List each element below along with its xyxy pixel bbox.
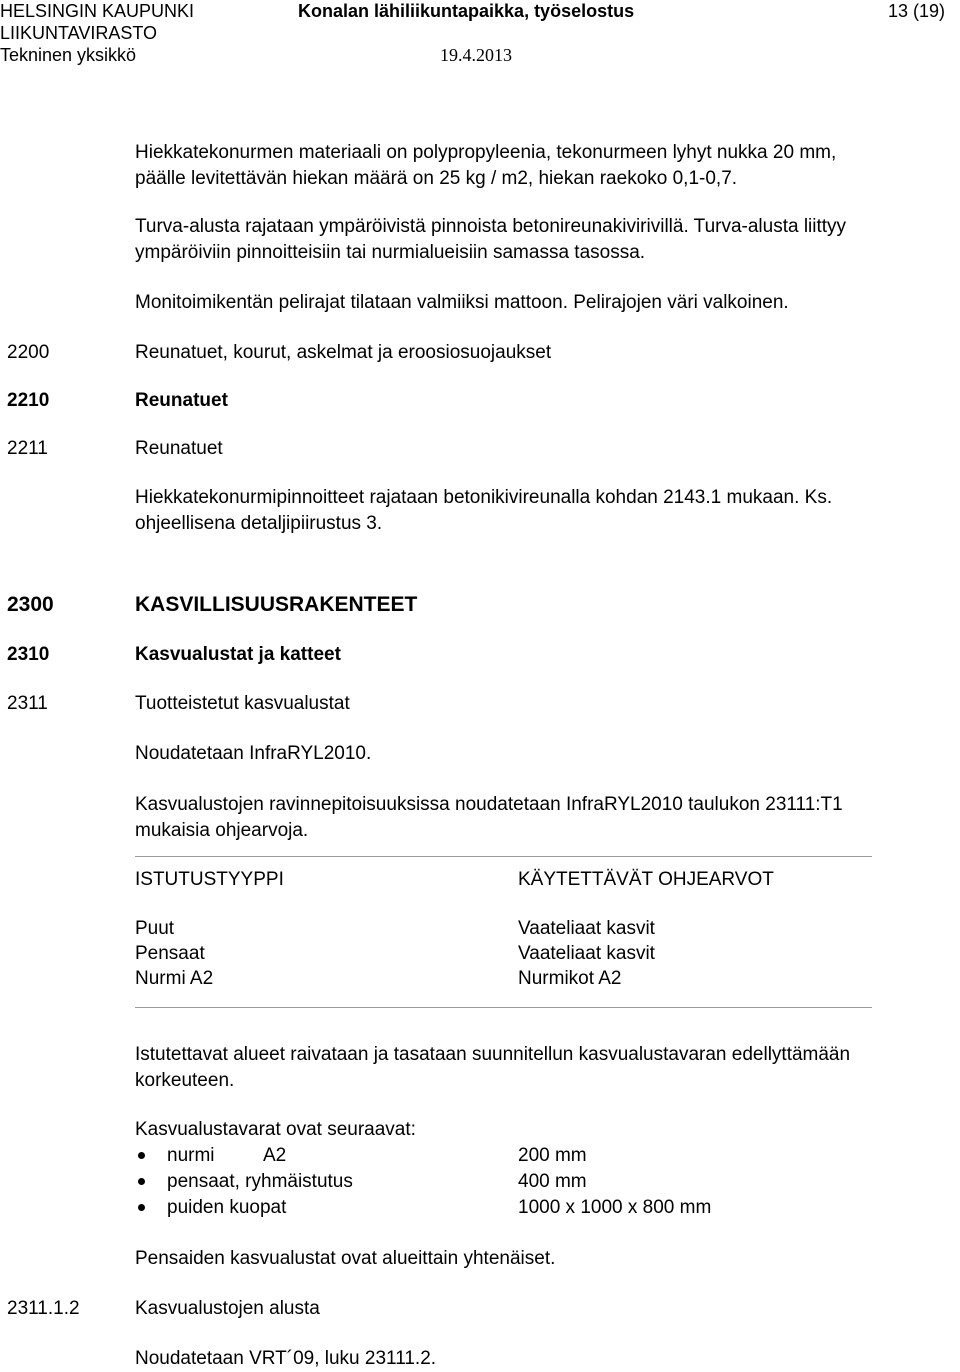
section-2211-body-line-2: ohjeellisena detaljipiirustus 3. <box>135 513 383 534</box>
bullet-icon <box>138 1178 145 1185</box>
section-title-2311-1-2: Kasvualustojen alusta <box>135 1298 320 1319</box>
section-title-2211: Reunatuet <box>135 438 223 459</box>
table-row-3-value: Nurmikot A2 <box>518 968 622 989</box>
table-row-2-value: Vaateliaat kasvit <box>518 943 655 964</box>
section-number-2210: 2210 <box>7 390 50 411</box>
intro-paragraph-2-line-2: ympäröiviin pinnoitteisiin tai nurmialueisiin samassa tasossa. <box>135 242 646 263</box>
section-number-2200: 2200 <box>7 342 50 363</box>
intro-paragraph-3: Monitoimikentän pelirajat tilataan valmiiksi mattoon. Pelirajojen väri valkoinen. <box>135 292 789 313</box>
table-row-1-value: Vaateliaat kasvit <box>518 918 655 939</box>
after-table-paragraph-line-1: Istutettavat alueet raivataan ja tasataan suunnitellun kasvualustavaran edellyttämään <box>135 1044 851 1065</box>
list-item-3-label: puiden kuopat <box>167 1197 287 1218</box>
page-number: 13 (19) <box>888 1 946 21</box>
section-title-2311: Tuotteistetut kasvualustat <box>135 693 350 714</box>
list-item-1-type: A2 <box>263 1145 287 1166</box>
section-title-2310: Kasvualustat ja katteet <box>135 644 341 665</box>
list-item-2-depth: 400 mm <box>518 1171 587 1192</box>
section-title-2300: KASVILLISUUSRAKENTEET <box>135 593 418 616</box>
list-intro: Kasvualustavarat ovat seuraavat: <box>135 1119 416 1140</box>
section-2311-paragraph-1: Noudatetaan InfraRYL2010. <box>135 743 372 764</box>
document-date: 19.4.2013 <box>440 45 512 65</box>
section-title-2210: Reunatuet <box>135 390 228 411</box>
section-2211-body-line-1: Hiekkatekonurmipinnoitteet rajataan betonikivireunalla kohdan 2143.1 mukaan. Ks. <box>135 487 833 508</box>
intro-paragraph-1-line-2: päälle levitettävän hiekan määrä on 25 kg / m2, hiekan raekoko 0,1-0,7. <box>135 168 738 189</box>
section-number-2300: 2300 <box>7 593 54 616</box>
section-number-2211: 2211 <box>7 438 48 459</box>
bullet-icon <box>138 1204 145 1211</box>
section-title-2200: Reunatuet, kourut, askelmat ja eroosiosuojaukset <box>135 342 552 363</box>
section-number-2311-1-2: 2311.1.2 <box>7 1298 80 1319</box>
intro-paragraph-2-line-1: Turva-alusta rajataan ympäröivistä pinnoista betonireunakivirivillä. Turva-alusta liittyy <box>135 216 847 237</box>
table-row-2-type: Pensaat <box>135 943 205 964</box>
document-title: Konalan lähiliikuntapaikka, työselostus <box>298 1 635 21</box>
section-2311-paragraph-2-line-2: mukaisia ohjearvoja. <box>135 820 309 841</box>
section-2311-paragraph-2-line-1: Kasvualustojen ravinnepitoisuuksissa noudatetaan InfraRYL2010 taulukon 23111:T1 <box>135 794 843 815</box>
table-top-rule <box>135 856 872 857</box>
after-table-paragraph-line-2: korkeuteen. <box>135 1070 235 1091</box>
table-header-planting-type: ISTUTUSTYYPPI <box>135 869 284 890</box>
org-name: HELSINGIN KAUPUNKI <box>0 1 195 21</box>
department-name: LIIKUNTAVIRASTO <box>0 23 158 43</box>
bullet-icon <box>138 1152 145 1159</box>
unit-name: Tekninen yksikkö <box>0 45 137 65</box>
table-row-3-type: Nurmi A2 <box>135 968 214 989</box>
list-item-2-label: pensaat, ryhmäistutus <box>167 1171 353 1192</box>
section-number-2310: 2310 <box>7 644 50 665</box>
table-bottom-rule <box>135 1007 872 1008</box>
section-number-2311: 2311 <box>7 693 48 714</box>
table-row-1-type: Puut <box>135 918 175 939</box>
intro-paragraph-1-line-1: Hiekkatekonurmen materiaali on polypropyleenia, tekonurmeen lyhyt nukka 20 mm, <box>135 142 837 163</box>
closing-paragraph: Pensaiden kasvualustat ovat alueittain yhtenäiset. <box>135 1248 556 1269</box>
list-item-1-depth: 200 mm <box>518 1145 587 1166</box>
section-2311-1-2-body: Noudatetaan VRT´09, luku 23111.2. <box>135 1348 437 1369</box>
list-item-3-depth: 1000 x 1000 x 800 mm <box>518 1197 712 1218</box>
list-item-1-label: nurmi <box>167 1145 215 1166</box>
table-header-guide-values: KÄYTETTÄVÄT OHJEARVOT <box>518 869 774 890</box>
